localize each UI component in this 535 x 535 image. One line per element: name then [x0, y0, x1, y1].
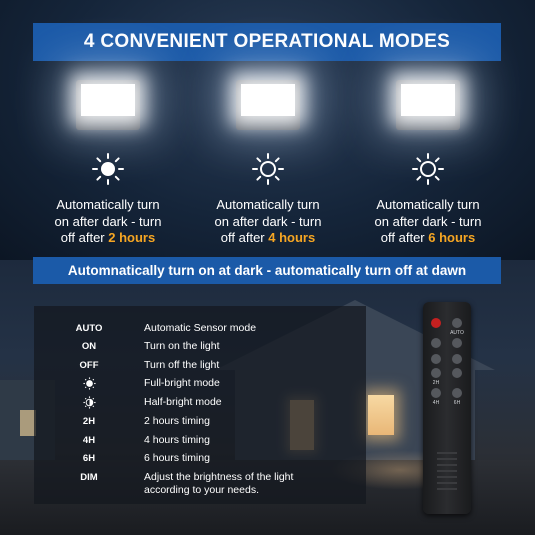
legend-row-4h	[34, 432, 366, 450]
legend-key: ON	[81, 341, 97, 352]
speaker-slot	[437, 482, 457, 484]
dusk-to-dawn-text: Automnatically turn on at dark - automatically turn off at dawn	[67, 263, 467, 278]
sun-outline-icon	[411, 152, 445, 186]
mode-line-prefix: off after	[380, 230, 429, 245]
mode-line-prefix: off after	[220, 230, 269, 245]
mode-description-6h	[353, 197, 503, 247]
remote-half-bright-button[interactable]	[452, 354, 462, 364]
legend-desc: Automatic Sensor mode	[144, 322, 257, 334]
remote-button[interactable]	[452, 368, 462, 378]
speaker-slot	[437, 476, 457, 478]
legend-row-2h	[34, 413, 366, 431]
mode-line	[193, 230, 343, 247]
mode-hours: 2 hours	[108, 230, 156, 245]
lit-window	[368, 395, 394, 435]
speaker-slot	[437, 464, 457, 466]
remote-full-bright-button[interactable]	[431, 354, 441, 364]
power-button[interactable]	[431, 318, 441, 328]
mode-line: on after dark - turn	[54, 213, 162, 229]
mode-line: on after dark - turn	[214, 213, 322, 229]
legend-row-half-bright	[34, 394, 366, 412]
mode-line: Automatically turn	[56, 197, 160, 212]
sun-outline-icon	[251, 152, 285, 186]
remote-off-button[interactable]	[452, 338, 462, 348]
remote-auto-label: AUTO	[450, 330, 464, 336]
mode-description-2h	[33, 197, 183, 247]
legend-row-auto	[34, 320, 366, 338]
remote-4h-button[interactable]	[431, 388, 441, 398]
mode-line: Automatically turn	[376, 197, 480, 212]
legend-desc: Turn on the light	[144, 340, 220, 352]
legend-key: 2H	[82, 416, 96, 427]
remote-4h-label: 4H	[432, 400, 440, 406]
speaker-slot	[437, 488, 457, 490]
legend-key: OFF	[79, 360, 99, 371]
legend-desc: 4 hours timing	[144, 434, 210, 446]
half-sun-icon	[83, 396, 96, 409]
mode-line	[33, 230, 183, 247]
light-panel	[401, 84, 455, 116]
remote-2h-button[interactable]	[431, 368, 441, 378]
dusk-to-dawn-banner	[33, 257, 501, 284]
mode-hours: 6 hours	[428, 230, 476, 245]
title-banner	[33, 23, 501, 61]
flood-light-2	[236, 80, 300, 130]
mode-line: on after dark - turn	[374, 213, 482, 229]
remote-6h-label: 6H	[453, 400, 461, 406]
light-panel	[241, 84, 295, 116]
legend-desc-line: according to your needs.	[144, 484, 259, 496]
legend-key: DIM	[80, 472, 98, 483]
legend-desc: Full-bright mode	[144, 377, 220, 389]
legend-desc: Half-bright mode	[144, 396, 222, 408]
mode-hours: 4 hours	[268, 230, 316, 245]
legend-desc-line: Adjust the brightness of the light	[144, 471, 294, 483]
mode-line-prefix: off after	[60, 230, 109, 245]
legend-key: AUTO	[75, 323, 103, 334]
legend-desc: 2 hours timing	[144, 415, 210, 427]
legend-desc: Turn off the light	[144, 359, 220, 371]
speaker-slot	[437, 470, 457, 472]
remote-on-button[interactable]	[431, 338, 441, 348]
remote-control	[423, 302, 471, 514]
flood-light-3	[396, 80, 460, 130]
sun-icon	[91, 152, 125, 186]
legend-row-6h	[34, 450, 366, 468]
remote-2h-label: 2H	[432, 380, 440, 386]
legend-row-off	[34, 357, 366, 375]
page-title: 4 CONVENIENT OPERATIONAL MODES	[83, 31, 451, 52]
mode-line: Automatically turn	[216, 197, 320, 212]
legend-row-full-bright	[34, 375, 366, 393]
full-sun-icon	[83, 377, 96, 390]
legend-row-on	[34, 338, 366, 356]
legend-row-dim	[34, 469, 366, 499]
remote-auto-button[interactable]	[452, 318, 462, 328]
flood-light-1	[76, 80, 140, 130]
mode-line	[353, 230, 503, 247]
mode-description-4h	[193, 197, 343, 247]
legend-desc: 6 hours timing	[144, 452, 210, 464]
remote-button-legend	[34, 306, 366, 504]
legend-key: 6H	[82, 453, 96, 464]
legend-desc	[144, 471, 354, 497]
light-panel	[81, 84, 135, 116]
speaker-slot	[437, 458, 457, 460]
speaker-slot	[437, 452, 457, 454]
remote-6h-button[interactable]	[452, 388, 462, 398]
legend-key: 4H	[82, 435, 96, 446]
